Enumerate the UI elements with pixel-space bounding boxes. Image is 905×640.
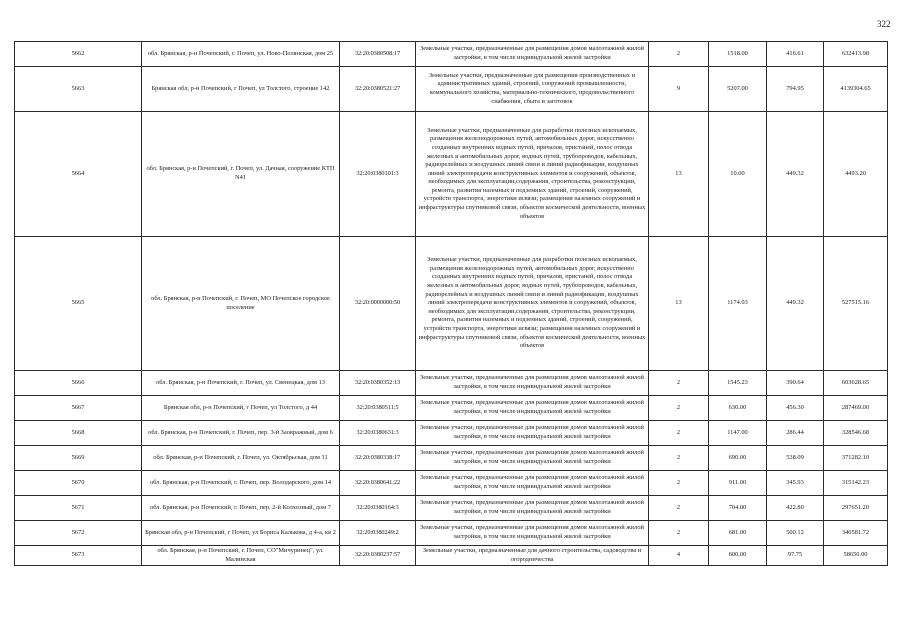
area-cell-text: 911.00 [728, 478, 747, 486]
cadastral-number-cell [340, 112, 416, 237]
specific-value-cell-text: 794.95 [786, 84, 804, 92]
page-number: 322 [877, 19, 891, 29]
land-use-cell [416, 396, 649, 421]
area-cell-text: 1147.00 [727, 428, 748, 436]
address-cell [142, 237, 340, 371]
cadastral-number-cell [340, 67, 416, 112]
table-row [15, 546, 888, 566]
use-group-cell [649, 546, 709, 566]
use-group-cell-text: 2 [676, 478, 681, 486]
row-number-text: 5663 [71, 84, 85, 92]
land-use-cell [416, 42, 649, 67]
use-group-cell [649, 371, 709, 396]
specific-value-cell-text: 456.30 [786, 403, 804, 411]
cadastral-value-cell-text: 4139304.65 [840, 84, 871, 92]
cadastral-value-cell-text: 632413.98 [841, 49, 870, 57]
land-use-cell-text: Земельные участки, предназначенные для размещения домов малоэтажной жилой застройки, в том числе индивидуальной жилой застройки [420, 424, 644, 440]
cadastral-number-cell [340, 421, 416, 446]
specific-value-cell [767, 67, 824, 112]
cadastral-value-cell [824, 421, 888, 446]
cadastral-value-cell [824, 546, 888, 566]
address-cell [142, 371, 340, 396]
use-group-cell [649, 446, 709, 471]
area-cell-text: 1174.03 [727, 299, 748, 307]
address-cell [142, 446, 340, 471]
address-cell-text: обл. Брянская, р-н Почепский, г. Почеп, пер. 2-й Колхозный, дом 7 [150, 503, 331, 511]
row-number-text: 5668 [71, 428, 85, 436]
table-row [15, 67, 888, 112]
cadastral-value-cell [824, 396, 888, 421]
cadastral-value-cell [824, 67, 888, 112]
address-cell-text: обл. Брянская, р-н Почепский, г. Почеп, пер. Володарского, дом 14 [149, 478, 332, 486]
row-number-text: 5669 [71, 453, 85, 461]
area-cell-text: 690.00 [728, 453, 747, 461]
land-use-cell-text: Земельные участки, предназначенные для размещения домов малоэтажной жилой застройки, в том числе индивидуальной жилой застройки [420, 374, 644, 390]
row-number [15, 371, 142, 396]
land-use-cell-text: Земельные участки, предназначенные для размещения домов малоэтажной жилой застройки, в том числе индивидуальной жилой застройки [420, 399, 644, 415]
cadastral-number-cell [340, 371, 416, 396]
row-number [15, 471, 142, 496]
cadastral-value-cell-text: 315142.23 [841, 478, 870, 486]
land-use-cell [416, 446, 649, 471]
cadastral-value-cell-text: 287469.00 [841, 403, 870, 411]
area-cell [709, 112, 767, 237]
row-number [15, 496, 142, 521]
cadastral-number-cell-text: 32:20:0380338:17 [354, 453, 401, 461]
specific-value-cell [767, 521, 824, 546]
land-use-cell-text: Земельные участки, предназначенные для размещения домов малоэтажной жилой застройки, в том числе индивидуальной жилой застройки [420, 524, 644, 540]
row-number-text: 5662 [71, 49, 85, 57]
cadastral-value-cell [824, 371, 888, 396]
table-row [15, 521, 888, 546]
cadastral-value-cell-text: 328546.68 [841, 428, 870, 436]
row-number [15, 42, 142, 67]
area-cell [709, 446, 767, 471]
cadastral-number-cell-text: 32:20:0380641:22 [354, 478, 401, 486]
address-cell [142, 112, 340, 237]
cadastral-value-cell-text: 58650.00 [843, 551, 868, 559]
area-cell-text: 630.00 [728, 403, 747, 411]
area-cell [709, 521, 767, 546]
area-cell [709, 421, 767, 446]
address-cell-text: Брянская обл, р-н Почепский, г Почеп, ул Толстого, строение 142 [151, 84, 330, 92]
address-cell [142, 67, 340, 112]
specific-value-cell [767, 496, 824, 521]
specific-value-cell-text: 390.64 [786, 378, 804, 386]
use-group-cell-text: 2 [676, 453, 681, 461]
address-cell [142, 421, 340, 446]
row-number-text: 5671 [71, 503, 85, 511]
cadastral-value-cell [824, 471, 888, 496]
row-number-text: 5670 [71, 478, 85, 486]
cadastral-number-cell-text: 32:20:0380508:17 [354, 49, 401, 57]
cadastral-value-cell [824, 521, 888, 546]
specific-value-cell-text: 345.93 [786, 478, 804, 486]
cadastral-number-cell-text: 32:20:0380511:5 [356, 403, 399, 411]
cadastral-number-cell-text: 32:20:0380521:27 [354, 84, 401, 92]
land-use-cell-text: Земельные участки, предназначенные для размещения домов малоэтажной жилой застройки, в том числе индивидуальной жилой застройки [420, 449, 644, 465]
specific-value-cell-text: 500.12 [786, 528, 804, 536]
land-use-cell [416, 421, 649, 446]
address-cell [142, 496, 340, 521]
cadastral-number-cell-text: 32:20:0380249:2 [356, 528, 399, 536]
use-group-cell-text: 2 [676, 528, 681, 536]
land-use-cell-text: Земельные участки, предназначенные для разработки полезных ископаемых, размещения железнодорожных путей, автомобильных дорог, искусственно созданных внутренних водных путей, причалов, пристаней, полос отвода железных и автомобильных дорог, водных путей, трубопроводов, кабельных, радиорелейных и воздушных линий связи и линий радиофикации, воздушных линий электропередачи конструктивных элементов и сооружений, объектов, необходимых для эксплуатации,содержания, строительства, реконструкции, ремонта, развития наземных и подземных зданий, строений, сооружений, устройств транспорта, энергетики исвязи; размещения наземных сооружений и инфраструктуры спутниковой связи, объектов космической деятельности, военных объектов [418, 256, 646, 350]
cadastral-number-cell-text: 32:20:0000000:50 [354, 299, 401, 307]
row-number [15, 546, 142, 566]
row-number [15, 421, 142, 446]
land-use-cell [416, 237, 649, 371]
specific-value-cell-text: 286.44 [786, 428, 804, 436]
use-group-cell-text: 2 [676, 378, 681, 386]
specific-value-cell-text: 449.32 [786, 299, 804, 307]
address-cell-text: обл. Брянская, р-н Почепский, г. Почеп, ул. Дачная, сооружение КТП N41 [146, 165, 335, 181]
area-cell-text: 5207.00 [727, 84, 748, 92]
row-number-text: 5666 [71, 378, 85, 386]
cadastral-number-cell [340, 546, 416, 566]
land-use-cell [416, 471, 649, 496]
row-number [15, 67, 142, 112]
address-cell [142, 546, 340, 566]
row-number [15, 521, 142, 546]
specific-value-cell [767, 396, 824, 421]
address-cell [142, 521, 340, 546]
table-row [15, 396, 888, 421]
cadastral-number-cell [340, 42, 416, 67]
area-cell [709, 42, 767, 67]
cadastral-number-cell-text: 32:20:0380631:3 [356, 428, 399, 436]
land-use-cell [416, 67, 649, 112]
land-use-cell [416, 112, 649, 237]
area-cell-text: 10.00 [730, 169, 745, 177]
use-group-cell [649, 42, 709, 67]
table-row [15, 496, 888, 521]
use-group-cell [649, 396, 709, 421]
specific-value-cell [767, 112, 824, 237]
use-group-cell [649, 67, 709, 112]
specific-value-cell-text: 538.09 [786, 453, 804, 461]
cadastral-value-cell [824, 42, 888, 67]
use-group-cell-text: 4 [676, 551, 681, 559]
row-number [15, 237, 142, 371]
address-cell-text: обл. Брянская, р-н Почепский, г. Почеп, ул. Свенецкая, дом 13 [156, 378, 325, 386]
land-use-cell [416, 496, 649, 521]
cadastral-number-cell-text: 32:20:0380164:3 [356, 503, 399, 511]
cadastral-value-cell [824, 446, 888, 471]
cadastral-number-cell [340, 396, 416, 421]
table-row [15, 42, 888, 67]
use-group-cell [649, 496, 709, 521]
specific-value-cell [767, 446, 824, 471]
cadastral-value-cell-text: 340581.72 [841, 528, 870, 536]
land-use-cell-text: Земельные участки, предназначенные для разработки полезных ископаемых, размещения железнодорожных путей, автомобильных дорог, искусственно созданных внутренних водных путей, причалов, пристаней, полос отвода железных и автомобильных дорог, водных путей, трубопроводов, кабельных, радиорелейных и воздушных линий связи и линий радиофикации, воздушных линий электропередачи конструктивных элементов и сооружений, объектов, необходимых для эксплуатации,содержания, строительства, реконструкции, ремонта, развития наземных и подземных зданий, строений, сооружений, устройств транспорта, энергетики исвязи; размещения наземных сооружений и инфраструктуры спутниковой связи, объектов космической деятельности, военных объектов [418, 126, 646, 220]
table-row [15, 371, 888, 396]
specific-value-cell-text: 422.80 [786, 503, 804, 511]
land-registry-table [14, 41, 888, 566]
use-group-cell-text: 2 [676, 428, 681, 436]
cadastral-number-cell [340, 496, 416, 521]
cadastral-number-cell [340, 446, 416, 471]
table-row [15, 112, 888, 237]
cadastral-value-cell [824, 112, 888, 237]
specific-value-cell [767, 237, 824, 371]
row-number-text: 5673 [71, 551, 85, 559]
cadastral-value-cell [824, 237, 888, 371]
use-group-cell [649, 421, 709, 446]
area-cell-text: 704.00 [728, 503, 747, 511]
address-cell-text: обл. Брянская, р-н Почепский, г. Почеп, ул. Ново-Полянская, дом 25 [147, 49, 334, 57]
use-group-cell [649, 112, 709, 237]
use-group-cell-text: 13 [675, 169, 682, 177]
use-group-cell-text: 9 [676, 84, 681, 92]
land-use-cell-text: Земельные участки, предназначенные для дачного строительства, садоводства и огородничества [422, 546, 642, 563]
row-number-text: 5672 [71, 528, 85, 536]
cadastral-value-cell-text: 4493.20 [845, 169, 866, 177]
address-cell [142, 396, 340, 421]
specific-value-cell [767, 371, 824, 396]
cadastral-value-cell [824, 496, 888, 521]
area-cell [709, 67, 767, 112]
land-use-cell-text: Земельные участки, предназначенные для размещения домов малоэтажной жилой застройки, в том числе индивидуальной жилой застройки [420, 499, 644, 515]
use-group-cell-text: 2 [676, 49, 681, 57]
specific-value-cell-text: 97.75 [787, 551, 803, 559]
address-cell-text: обл. Брянская, р-н Почепский, г. Почеп, ул. Октябрьская, дом 11 [153, 453, 328, 461]
address-cell-text: обл. Брянская, р-н Почепский, г. Почеп, пер. 3-й Заовражный, дом 6 [148, 428, 333, 436]
address-cell [142, 42, 340, 67]
specific-value-cell [767, 421, 824, 446]
specific-value-cell [767, 471, 824, 496]
area-cell [709, 396, 767, 421]
area-cell [709, 496, 767, 521]
area-cell [709, 371, 767, 396]
area-cell [709, 546, 767, 566]
table-row [15, 471, 888, 496]
address-cell-text: Брянская обл, р-н Почепский, г Почеп, ул Толстого, д 44 [163, 403, 318, 411]
address-cell [142, 471, 340, 496]
area-cell-text: 681.00 [728, 528, 747, 536]
land-use-cell [416, 371, 649, 396]
land-use-cell [416, 546, 649, 566]
land-use-cell-text: Земельные участки, предназначенные для размещения домов малоэтажной жилой застройки, в том числе индивидуальной жилой застройки [420, 45, 644, 61]
cadastral-number-cell [340, 237, 416, 371]
land-use-cell-text: Земельные участки, предназначенные для размещения производственных и административных зданий, строений, сооружений промышленности, коммунального хозяйства, материально-технического, продовольственного снабжения, сбыта и заготовок [428, 71, 636, 105]
table-row [15, 446, 888, 471]
row-number [15, 396, 142, 421]
use-group-cell-text: 2 [676, 503, 681, 511]
table-body [15, 42, 888, 566]
land-use-cell [416, 521, 649, 546]
specific-value-cell [767, 546, 824, 566]
area-cell-text: 1545.23 [727, 378, 748, 386]
row-number-text: 5665 [71, 299, 85, 307]
cadastral-number-cell-text: 32:20:0380237:57 [354, 551, 401, 559]
row-number [15, 446, 142, 471]
use-group-cell-text: 2 [676, 403, 681, 411]
area-cell-text: 600.00 [728, 551, 747, 559]
specific-value-cell-text: 416.61 [786, 49, 804, 57]
use-group-cell-text: 13 [675, 299, 682, 307]
cadastral-value-cell-text: 603628.65 [841, 378, 870, 386]
cadastral-number-cell [340, 471, 416, 496]
area-cell-text: 1518.00 [727, 49, 748, 57]
table-row [15, 421, 888, 446]
table-row [15, 237, 888, 371]
row-number-text: 5664 [71, 169, 85, 177]
area-cell [709, 237, 767, 371]
use-group-cell [649, 521, 709, 546]
use-group-cell [649, 471, 709, 496]
cadastral-value-cell-text: 527515.16 [841, 299, 870, 307]
address-cell-text: обл. Брянская, р-н Почепский, г. Почеп, МО Почепское городское поселение [151, 294, 330, 311]
specific-value-cell-text: 449.32 [786, 169, 804, 177]
land-use-cell-text: Земельные участки, предназначенные для размещения домов малоэтажной жилой застройки, в том числе индивидуальной жилой застройки [420, 474, 644, 490]
cadastral-number-cell-text: 32:20:0380352:13 [354, 378, 401, 386]
row-number-text: 5667 [71, 403, 85, 411]
cadastral-value-cell-text: 297651.20 [841, 503, 870, 511]
row-number [15, 112, 142, 237]
address-cell-text: Брянская обл, р-н Почепский, г Почеп, ул Бориса Калькова, д 4-а, кв 2 [145, 528, 336, 536]
cadastral-number-cell-text: 32:20:0380101:3 [356, 169, 399, 177]
area-cell [709, 471, 767, 496]
cadastral-number-cell [340, 521, 416, 546]
cadastral-value-cell-text: 371282.10 [841, 453, 870, 461]
specific-value-cell [767, 42, 824, 67]
address-cell-text: обл. Брянская, р-н Почепский, г. Почеп, СО"Мичуринец", ул. Малинская [157, 546, 324, 563]
use-group-cell [649, 237, 709, 371]
